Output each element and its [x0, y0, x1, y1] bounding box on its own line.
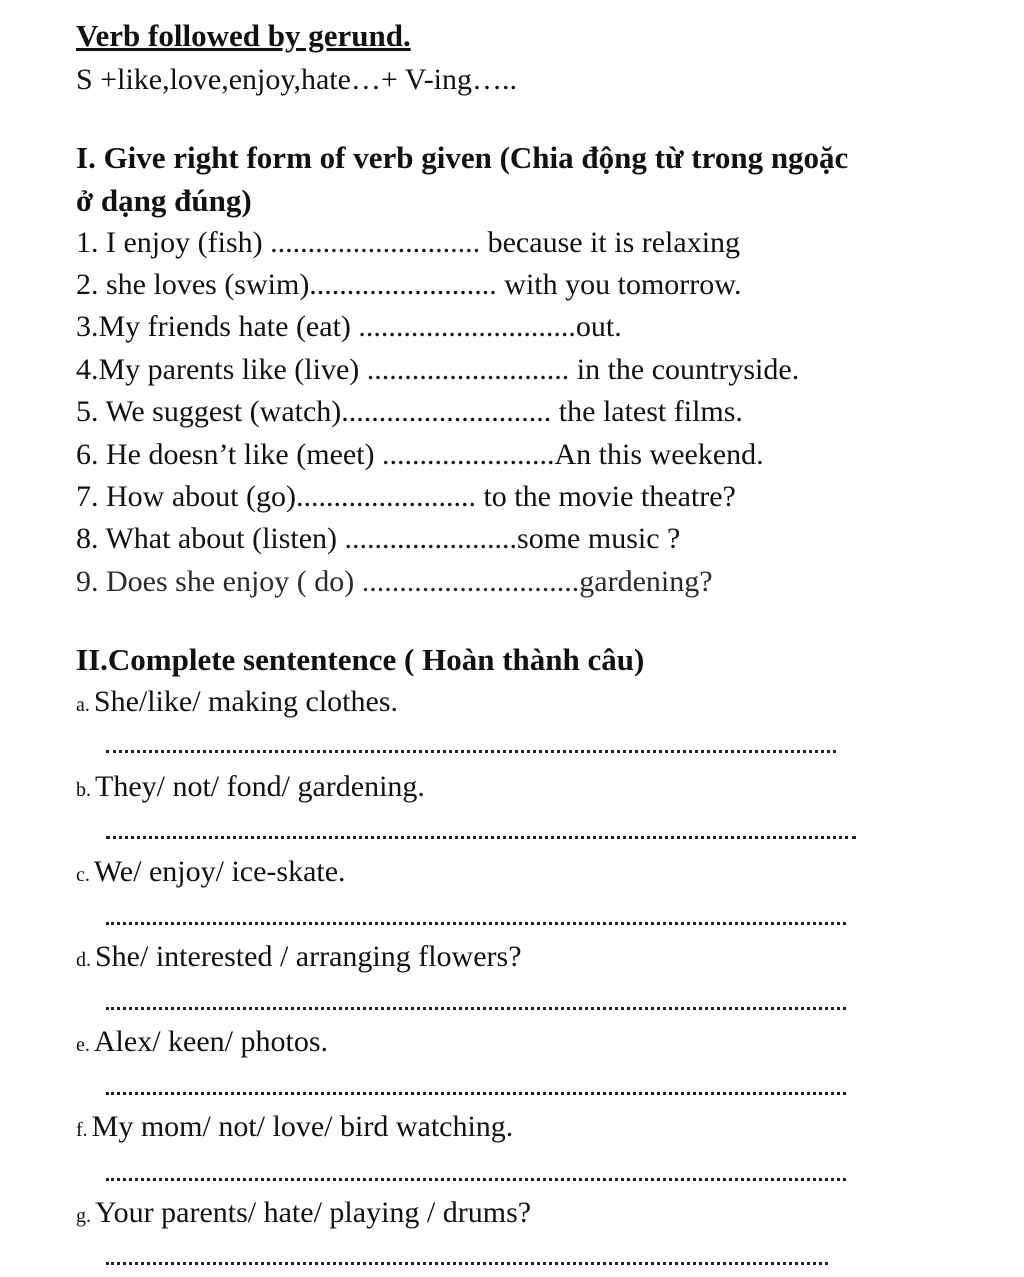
answer-line-d[interactable]: [106, 1003, 846, 1010]
answer-line-e[interactable]: [106, 1088, 846, 1095]
section1-heading-line1: I. Give right form of verb given (Chia động từ trong ngoặc: [76, 140, 849, 175]
exercise-item-g: [76, 1195, 531, 1234]
answer-line-a[interactable]: [106, 746, 836, 753]
exercise-item-e: [76, 1024, 328, 1063]
item-letter: b.: [76, 779, 91, 801]
item-letter: a.: [76, 694, 90, 716]
question-2: 2. she loves (swim)......................... with you tomorrow.: [76, 268, 742, 301]
item-letter: c.: [76, 864, 90, 886]
exercise-item-b: [76, 769, 425, 808]
section1-heading-line2: ở dạng đúng): [76, 183, 252, 218]
answer-line-c[interactable]: [106, 918, 846, 925]
item-prompt: They/ not/ fond/ gardening.: [95, 770, 425, 803]
item-prompt: My mom/ not/ love/ bird watching.: [91, 1110, 514, 1143]
question-9: 9. Does she enjoy ( do) .............................gardening?: [76, 565, 713, 598]
item-letter: f.: [76, 1119, 88, 1141]
section2-heading: II.Complete sententence ( Hoàn thành câu): [76, 642, 645, 677]
item-prompt: Your parents/ hate/ playing / drums?: [95, 1196, 532, 1229]
exercise-item-a: [76, 684, 398, 723]
item-prompt: We/ enjoy/ ice-skate.: [93, 855, 346, 888]
answer-line-f[interactable]: [106, 1174, 846, 1181]
question-6: 6. He doesn’t like (meet) .......................An this weekend.: [76, 438, 764, 471]
item-prompt: Alex/ keen/ photos.: [93, 1025, 329, 1058]
question-3: 3.My friends hate (eat) .............................out.: [76, 310, 622, 343]
item-prompt: She/ interested / arranging flowers?: [95, 940, 522, 973]
exercise-item-f: [76, 1109, 513, 1148]
exercise-item-d: [76, 939, 522, 978]
question-8: 8. What about (listen) .......................some music ?: [76, 522, 681, 555]
question-5: 5. We suggest (watch)............................ the latest films.: [76, 395, 743, 428]
item-letter: d.: [76, 949, 91, 971]
item-letter: e.: [76, 1034, 90, 1056]
question-1: 1. I enjoy (fish) ............................ because it is relaxing: [76, 226, 741, 259]
question-7: 7. How about (go)........................ to the movie theatre?: [76, 480, 736, 513]
answer-line-g[interactable]: [106, 1258, 828, 1265]
item-prompt: She/like/ making clothes.: [93, 685, 399, 718]
worksheet-title: Verb followed by gerund.: [76, 18, 411, 53]
grammar-formula: S +like,love,enjoy,hate…+ V-ing…..: [76, 63, 518, 96]
answer-line-b[interactable]: [106, 832, 856, 839]
question-4: 4.My parents like (live) ........................... in the countryside.: [76, 353, 800, 386]
item-letter: g.: [76, 1205, 91, 1227]
exercise-item-c: [76, 854, 346, 893]
